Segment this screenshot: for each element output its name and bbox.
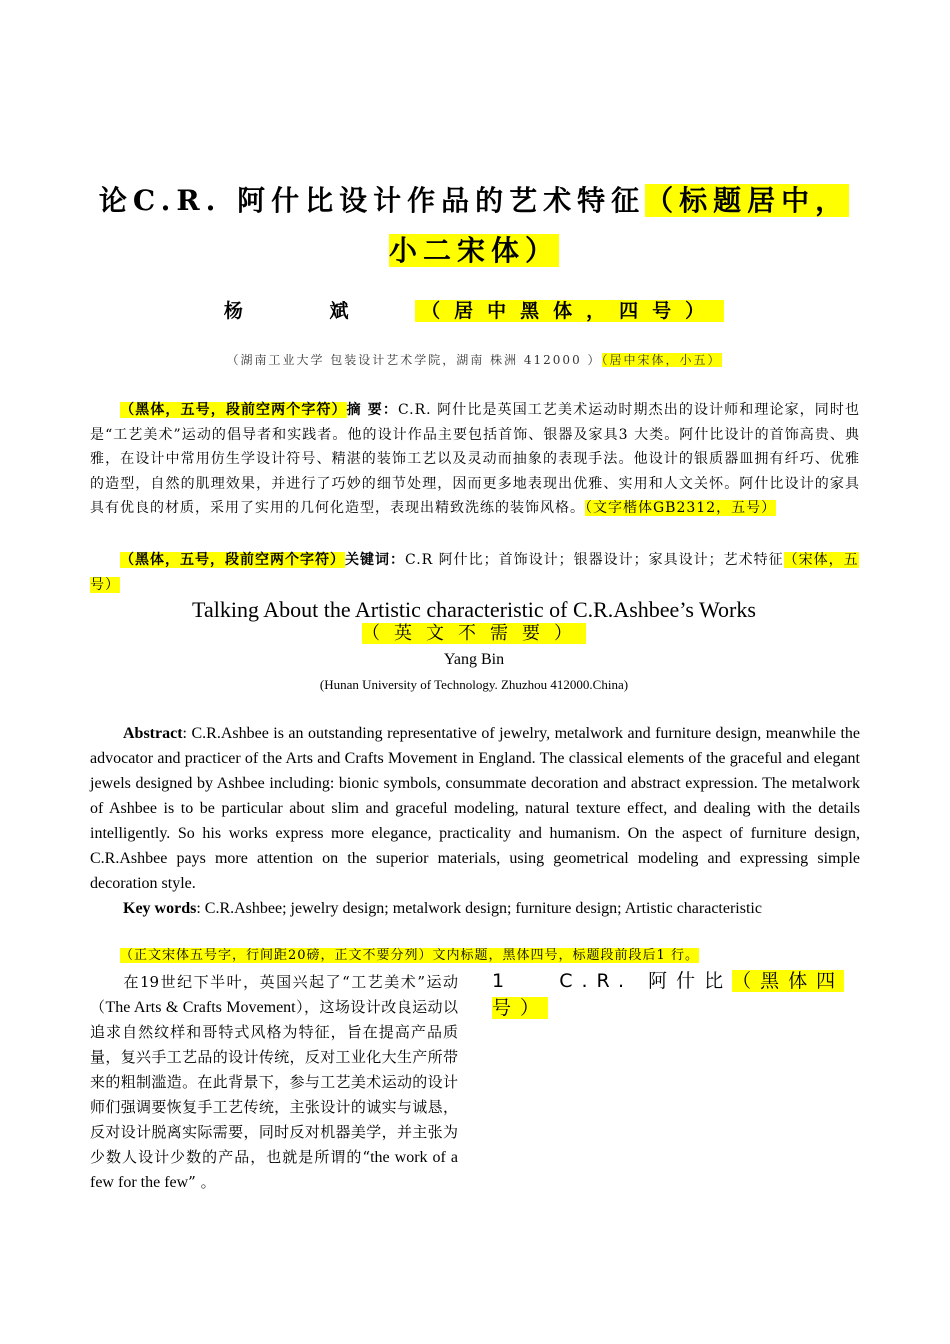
- abstract-zh-colon: ：: [382, 402, 398, 418]
- affiliation-line: [88, 348, 860, 372]
- author-name: 杨 斌: [223, 300, 389, 322]
- section-heading: [492, 968, 860, 1022]
- body-format-note-line: [90, 945, 860, 967]
- body-english-term-2: the work of a few for the few: [90, 1149, 459, 1191]
- section-heading-note: （黑体四号）: [492, 970, 845, 1019]
- keywords-en: [90, 896, 860, 921]
- section-number: 1: [492, 970, 514, 992]
- keywords-en-text: : C.R.Ashbee; jewelry design; metalwork design; furniture design; Artistic characteristic: [196, 900, 762, 917]
- body-english-term-1: The Arts & Crafts Movement: [105, 999, 296, 1016]
- abstract-zh-format-note: （文字楷体GB2312，五号）: [585, 500, 777, 516]
- author-line: [88, 296, 860, 326]
- keywords-zh-label: 关键词: [345, 552, 390, 568]
- abstract-zh-label: 摘 要: [346, 402, 383, 418]
- body-paragraph-part-2: ），这场设计改良运动以追求自然纹样和哥特式风格为特征，旨在提高产品质量，复兴手工艺品的设计传统，反对工业化大生产所带来的粗制滥造。在此背景下，参与工艺美术运动的设计师们强调要恢复手工艺传统，主张设计的诚实与诚恳，反对设计脱离实际需要，同时反对机器美学，并主张为少数人设计少数的产品，也就是所谓的“: [90, 998, 458, 1166]
- abstract-en-label: Abstract: [123, 725, 183, 742]
- title-text: 论C.R. 阿什比设计作品的艺术特征: [98, 184, 646, 217]
- abstract-en: [90, 721, 860, 896]
- affiliation-text: （湖南工业大学 包装设计艺术学院，湖南 株洲 412000 ）: [226, 353, 602, 367]
- body-format-note: （正文宋体五号字，行间距20磅，正文不要分列）文内标题，黑体四号，标题段前段后1 行。: [120, 948, 699, 963]
- section-title: C.R. 阿什比: [559, 970, 733, 992]
- abstract-zh: [90, 398, 860, 521]
- paper-title: [88, 176, 860, 276]
- keywords-zh-format-note: （宋体，五号）: [90, 552, 859, 593]
- keywords-zh: [90, 548, 860, 598]
- english-author: Yang Bin: [443, 651, 505, 668]
- abstract-zh-label-note: （黑体，五号，段前空两个字符）: [120, 402, 347, 418]
- keywords-zh-colon: ：: [390, 552, 405, 568]
- english-title: Talking About the Artistic characteristic of C.R.Ashbee’s Works: [192, 597, 756, 622]
- english-affiliation: (Hunan University of Technology. Zhuzhou 412000.China): [319, 677, 629, 692]
- body-paragraph-part-1: 在19世纪下半叶，英国兴起了“工艺美术”运动（: [90, 973, 458, 1016]
- english-title-note: （英文不需要）: [362, 623, 586, 644]
- abstract-en-text: : C.R.Ashbee is an outstanding representative of jewelry, metalwork and furniture design, meanwhile the advocator and practicer of the Arts and Crafts Movement in England. The classical elements of the graceful and elegant jewels designed by Ashbee including: bionic symbols, consummate decoration and abstract expression. The metalwork of Ashbee is to be particular about slim and graceful modeling, natural texture effect, and dealing with the details intelligently. So his works express more elegance, practicality and humanism. On the aspect of furniture design, C.R.Ashbee pays more attention on the superior materials, using geometrical modeling and expressing simple decoration style.: [90, 725, 860, 892]
- author-format-note: （居中黑体，四号）: [415, 300, 724, 322]
- abstract-zh-text: C.R. 阿什比是英国工艺美术运动时期杰出的设计师和理论家，同时也是“工艺美术”运动的倡导者和实践者。他的设计作品主要包括首饰、银器及家具3 大类。阿什比设计的首饰高贵、典雅，在设计中常用仿生学设计符号、精湛的装饰工艺以及灵动而抽象的表现手法。他设计的银质器皿拥有纤巧、优雅的造型，自然的肌理效果，并进行了巧妙的细节处理，因而更多地表现出优雅、实用和人文关怀。阿什比设计的家具具有优良的材质，采用了实用的几何化造型，表现出精致洗练的装饰风格。: [90, 402, 860, 516]
- keywords-en-label: Key words: [123, 900, 197, 917]
- english-title-note-line: [88, 622, 860, 646]
- body-paragraph-part-3: ” 。: [188, 1173, 216, 1191]
- affiliation-format-note: （居中宋体，小五）: [601, 353, 722, 367]
- body-left-column: [90, 970, 458, 1195]
- keywords-zh-text: C.R 阿什比；首饰设计；银器设计；家具设计；艺术特征: [405, 552, 784, 568]
- keywords-zh-label-note: （黑体，五号，段前空两个字符）: [120, 552, 345, 568]
- title-format-note: （标题居中，小二宋体）: [388, 184, 850, 267]
